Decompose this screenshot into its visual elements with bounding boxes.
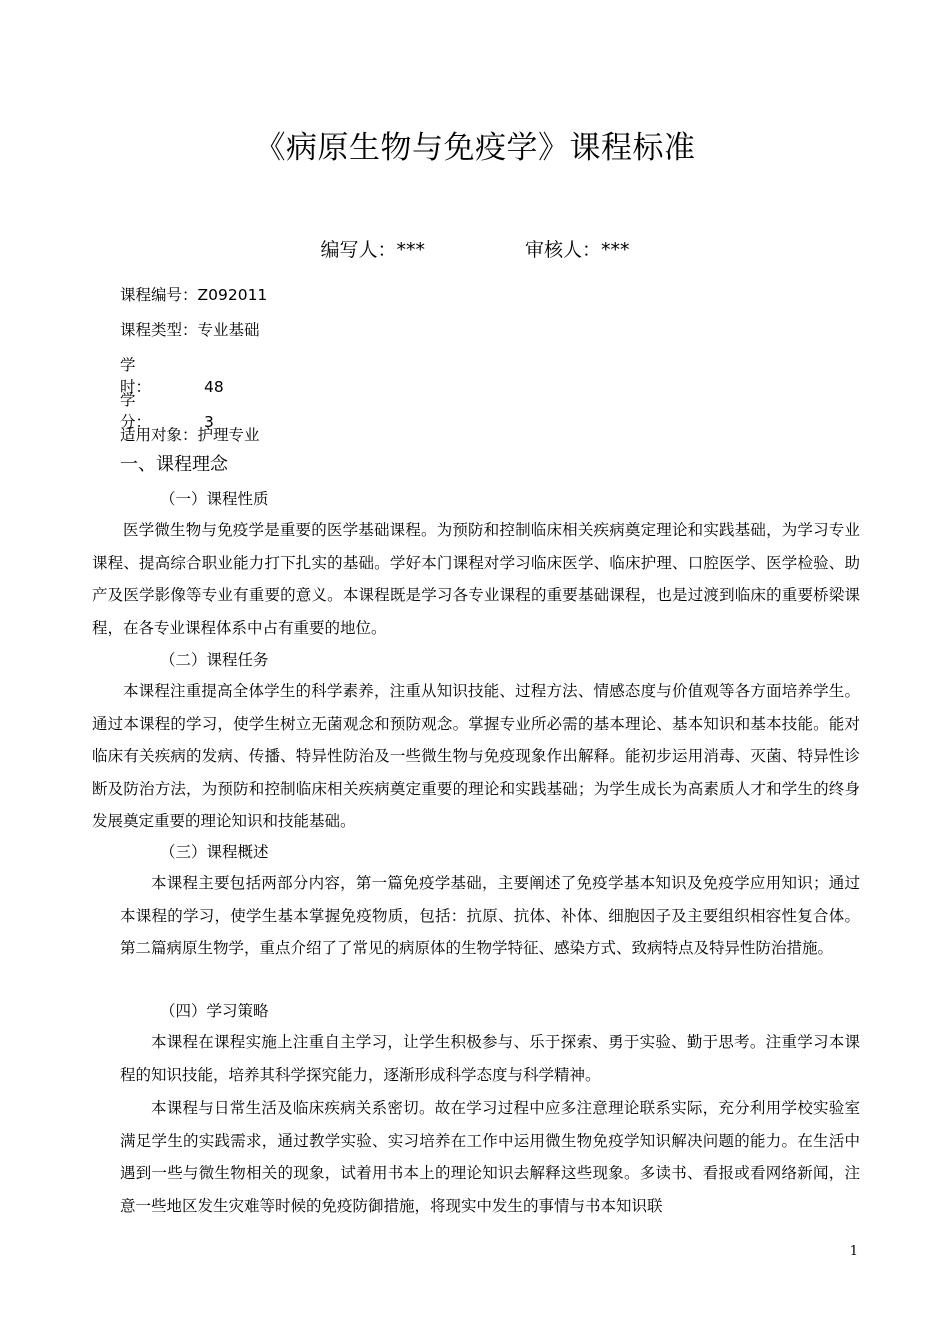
- credits-value: 3: [204, 413, 214, 431]
- subsection-heading-2: （二）课程任务: [160, 651, 269, 669]
- paragraph-overview: 本课程主要包括两部分内容，第一篇免疫学基础，主要阐述了免疫学基本知识及免疫学应用知识；通过本课程的学习，使学生基本掌握免疫物质，包括：抗原、抗体、补体、细胞因子及主要组织相容性复合体。第二篇病原生物学，重点介绍了了常见的病原体的生物学特征、感染方式、致病特点及特异性防治措施。: [120, 874, 860, 957]
- page-number: 1: [849, 1244, 858, 1259]
- writer: 编写人：***: [320, 239, 425, 261]
- authors-line: [0, 235, 950, 262]
- paragraph-strategy-1: 本课程在课程实施上注重自主学习，让学生积极参与、乐于探索、勇于实验、勤于思考。注重学习本课程的知识技能，培养其科学探究能力，逐渐形成科学态度与科学精神。: [120, 1033, 860, 1084]
- paragraph-nature: 医学微生物与免疫学是重要的医学基础课程。为预防和控制临床相关疾病奠定理论和实践基础，为学习专业课程、提高综合职业能力打下扎实的基础。学好本门课程对学习临床医学、临床护理、口腔医学、医学检验、助产及医学影像等专业有重要的意义。本课程既是学习各专业课程的重要基础课程，也是过渡到临床的重要桥梁课程，在各专业课程体系中占有重要的地位。: [92, 521, 860, 637]
- reviewer: 审核人：***: [525, 239, 630, 261]
- paragraph-strategy-2: 本课程与日常生活及临床疾病关系密切。故在学习过程中应多注意理论联系实际，充分利用学校实验室满足学生的实践需求，通过教学实验、实习培养在工作中运用微生物免疫学知识解决问题的能力。在生活中遇到一些与微生物相关的现象，试着用书本上的理论知识去解释这些现象。多读书、看报或看网络新闻，注意一些地区发生灾难等时候的免疫防御措施，将现实中发生的事情与书本知识联: [120, 1099, 860, 1215]
- document-title: 《病原生物与免疫学》课程标准: [254, 130, 696, 166]
- course-type: 课程类型：专业基础: [120, 321, 260, 339]
- paragraph-tasks: 本课程注重提高全体学生的科学素养，注重从知识技能、过程方法、情感态度与价值观等各方面培养学生。通过本课程的学习，使学生树立无菌观念和预防观念。掌握专业所必需的基本理论、基本知识和基本技能。能对临床有关疾病的发病、传播、特异性防治及一些微生物与免疫现象作出解释。能初步运用消毒、灭菌、特异性诊断及防治方法，为预防和控制临床相关疾病奠定重要的理论和实践基础；为学生成长为高素质人才和学生的终身发展奠定重要的理论知识和技能基础。: [92, 682, 860, 830]
- hours-value: 48: [204, 378, 224, 396]
- credits-label: 学分：: [120, 391, 152, 431]
- subsection-heading-3: （三）课程概述: [160, 843, 269, 861]
- hours-label: 学时：: [120, 356, 152, 396]
- course-audience: 适用对象：护理专业: [120, 426, 260, 444]
- course-code: 课程编号：Z092011: [120, 286, 268, 304]
- section-heading-1: 一、课程理念: [120, 454, 228, 475]
- subsection-heading-4: （四）学习策略: [160, 1002, 269, 1020]
- subsection-heading-1: （一）课程性质: [160, 490, 269, 508]
